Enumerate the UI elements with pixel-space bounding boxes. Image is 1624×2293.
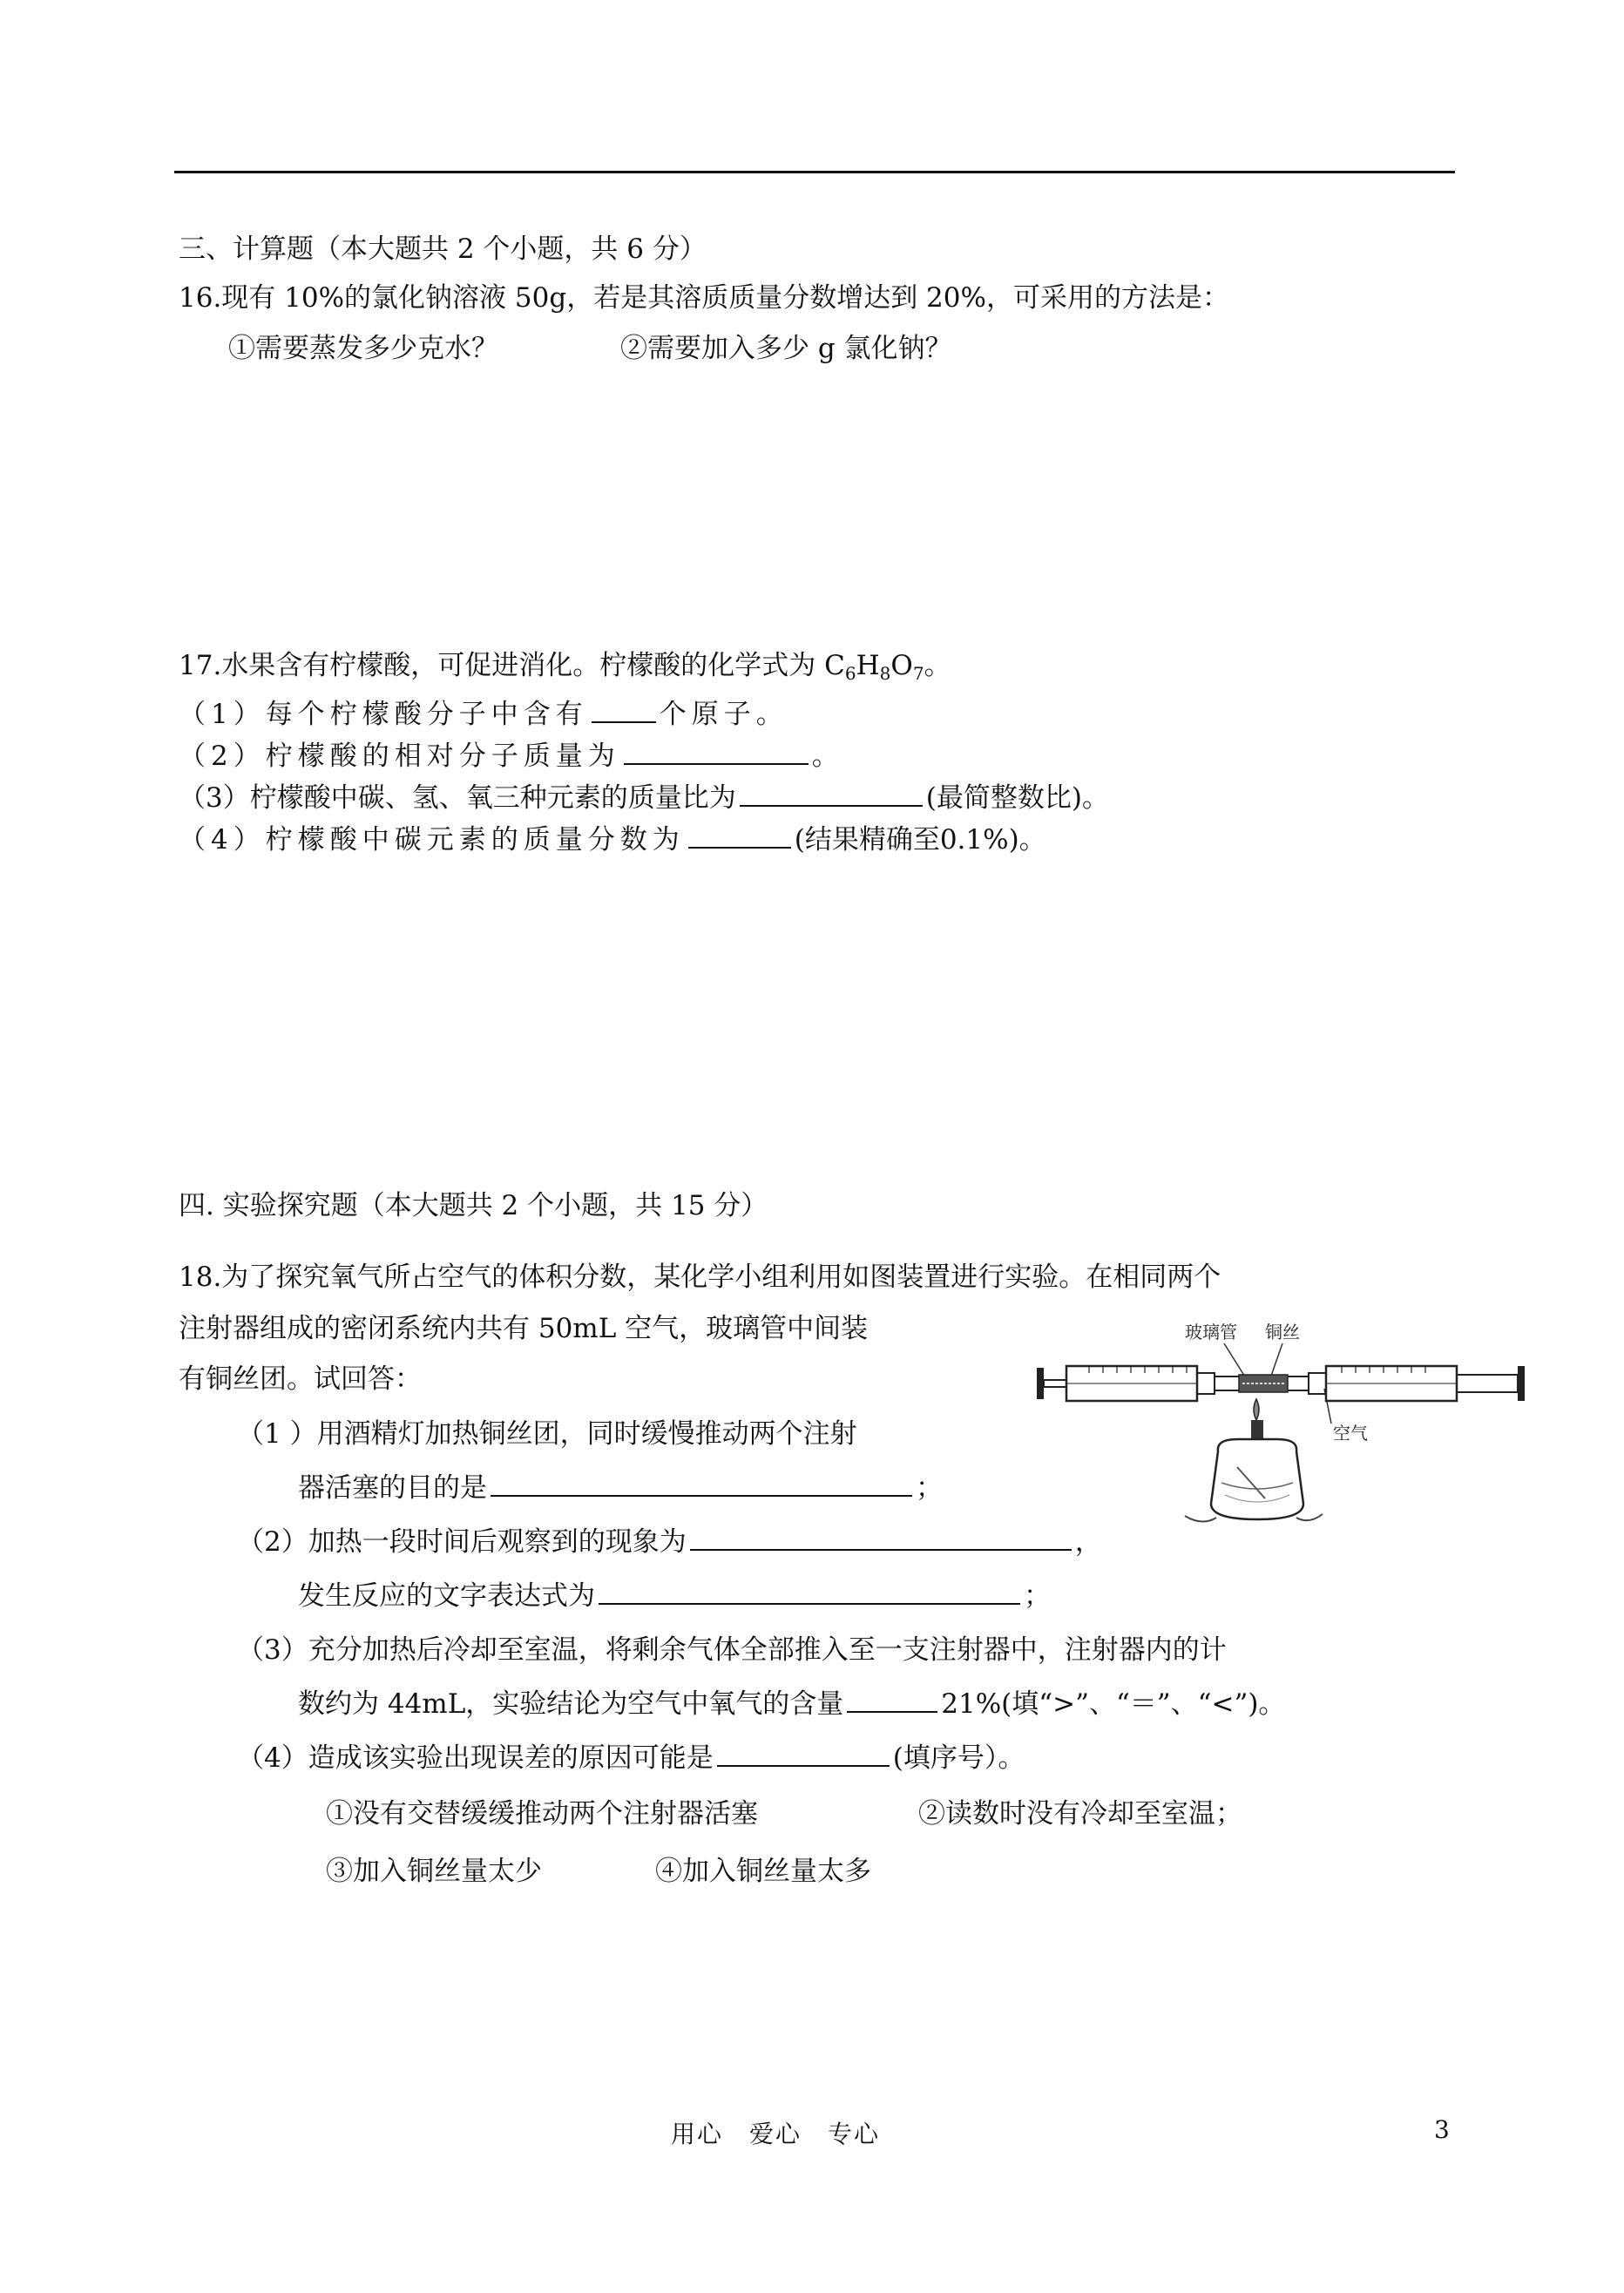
- q18-part2-suffix: ，: [1074, 1526, 1102, 1558]
- answer-blank[interactable]: [688, 822, 791, 849]
- q18-part2-expr-prefix: 发生反应的文字表达式为: [298, 1580, 595, 1612]
- q17-part3-prefix: （3）柠檬酸中碳、氢、氧三种元素的质量比为: [179, 782, 736, 814]
- answer-blank[interactable]: [599, 1579, 1020, 1605]
- q16-part1: ①需要蒸发多少克水？: [228, 333, 498, 364]
- q18-part1-prefix: 器活塞的目的是: [298, 1472, 487, 1504]
- q18-part4-prefix: （4）造成该实验出现误差的原因可能是: [237, 1742, 714, 1774]
- label-copper-wire: 铜丝: [1265, 1322, 1300, 1343]
- q17-part1: [179, 697, 788, 732]
- formula-h-sub: 8: [879, 663, 891, 684]
- formula-c: C: [824, 650, 845, 681]
- q18-part3-line1: （3）充分加热后冷却至室温，将剩余气体全部推入至一支注射器中，注射器内的计: [237, 1634, 1227, 1666]
- q18-option-1: ①没有交替缓缓推动两个注射器活塞: [326, 1798, 758, 1830]
- left-syringe: [1037, 1366, 1215, 1401]
- q17-part3: [179, 781, 1109, 815]
- answer-blank[interactable]: [740, 781, 923, 807]
- formula-c-sub: 6: [844, 663, 856, 684]
- q18-part3-suffix: 21%(填“>”、“＝”、“<”)。: [941, 1688, 1286, 1720]
- q17-part2: [179, 739, 844, 774]
- q17-stem-text: 17.水果含有柠檬酸，可促进消化。柠檬酸的化学式为: [179, 650, 825, 681]
- q18-option-2: ②读数时没有冷却至室温；: [918, 1798, 1242, 1830]
- section-title-experiment: 四. 实验探究题（本大题共 2 个小题，共 15 分）: [179, 1190, 768, 1221]
- q18-option-4: ④加入铜丝量太多: [655, 1856, 871, 1887]
- formula-o: O: [890, 650, 913, 681]
- formula-h: H: [856, 650, 880, 681]
- answer-blank[interactable]: [624, 739, 809, 765]
- q17-part4: [179, 822, 1046, 857]
- q17-part4-suffix: (结果精确至0.1%)。: [794, 824, 1046, 856]
- q18-part1-line2: [298, 1471, 943, 1505]
- answer-blank[interactable]: [847, 1687, 937, 1713]
- q18-part3-line2: [298, 1687, 1285, 1721]
- footer-motto: 用心 爱心 专心: [671, 2120, 881, 2148]
- q16-part2: ②需要加入多少 g 氯化钠？: [620, 333, 952, 364]
- section-title-calculation: 三、计算题（本大题共 2 个小题，共 6 分）: [179, 233, 707, 265]
- q17-part2-suffix: 。: [811, 741, 844, 772]
- q18-part4: [237, 1741, 1025, 1776]
- answer-blank[interactable]: [491, 1471, 912, 1497]
- alcohol-lamp: [1185, 1399, 1323, 1522]
- glass-tube: [1215, 1375, 1309, 1392]
- q17-part3-suffix: (最简整数比)。: [925, 782, 1109, 814]
- q18-option-3: ③加入铜丝量太少: [326, 1856, 542, 1887]
- q18-part2-expr-suffix: ；: [1024, 1580, 1051, 1612]
- answer-blank[interactable]: [717, 1741, 890, 1767]
- label-glass-tube: 玻璃管: [1185, 1322, 1237, 1343]
- apparatus-figure: [1037, 1312, 1551, 1533]
- right-syringe: [1309, 1366, 1525, 1401]
- q18-part3-prefix: 数约为 44mL，实验结论为空气中氧气的含量: [298, 1688, 844, 1720]
- q18-part2-line1: [237, 1525, 1102, 1559]
- q18-line3: 有铜丝团。试回答：: [179, 1363, 422, 1395]
- q17-part1-prefix: （1）每个柠檬酸分子中含有: [179, 699, 588, 730]
- q17-part4-prefix: （4）柠檬酸中碳元素的质量分数为: [179, 824, 685, 856]
- q16-stem: 16.现有 10%的氯化钠溶液 50g，若是其溶质质量分数增达到 20%，可采用的方法是：: [179, 282, 1229, 314]
- q18-part2-prefix: （2）加热一段时间后观察到的现象为: [237, 1526, 687, 1558]
- q18-part4-suffix: (填序号）。: [892, 1742, 1025, 1774]
- header-rule: [174, 171, 1455, 173]
- label-air: 空气: [1333, 1423, 1368, 1444]
- q17-part2-prefix: （2）柠檬酸的相对分子质量为: [179, 741, 620, 772]
- formula-end: 。: [924, 650, 951, 681]
- answer-blank[interactable]: [690, 1525, 1072, 1551]
- q18-part1-line1: （1 ）用酒精灯加热铜丝团，同时缓慢推动两个注射: [237, 1418, 857, 1450]
- page-number: 3: [1434, 2115, 1450, 2144]
- q17-part1-suffix: 个原子。: [659, 699, 788, 730]
- q18-line1: 18.为了探究氧气所占空气的体积分数，某化学小组利用如图装置进行实验。在相同两个: [179, 1261, 1221, 1293]
- q18-part2-line2: [298, 1579, 1051, 1613]
- formula-o-sub: 7: [912, 663, 924, 684]
- q17-stem: [179, 648, 951, 691]
- q18-part1-suffix: ；: [916, 1472, 943, 1504]
- answer-blank[interactable]: [592, 697, 656, 723]
- q18-line2: 注射器组成的密闭系统内共有 50mL 空气，玻璃管中间装: [179, 1313, 869, 1344]
